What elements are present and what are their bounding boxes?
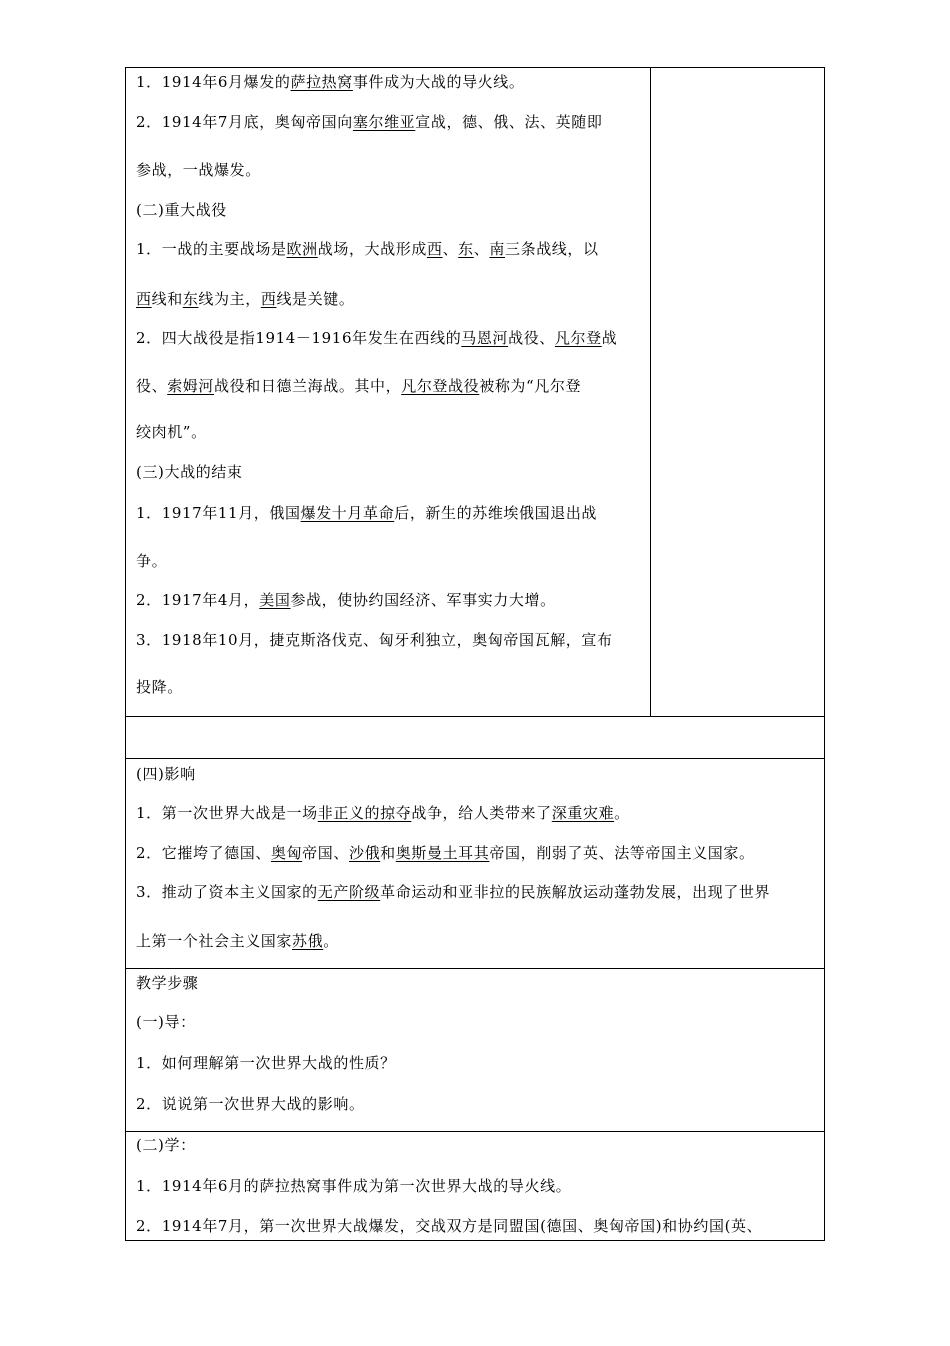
text-segment: 2．四大战役是指1914－1916年发生在西线的: [136, 329, 462, 347]
text-segment: 1．1917年11月，俄国: [136, 504, 301, 522]
text-segment: 2．1914年7月底，奥匈帝国向: [136, 113, 353, 131]
text-line: [136, 551, 167, 571]
text-segment: (四)影响: [136, 765, 196, 783]
text-segment: 事件成为大战的导火线。: [352, 73, 525, 91]
text-segment: 参战，一战爆发。: [136, 161, 261, 179]
text-line: [136, 1012, 196, 1032]
underlined-answer: 沙俄: [348, 844, 381, 862]
text-segment: 绞肉机”。: [136, 423, 207, 441]
underlined-answer: 凡尔登: [554, 329, 602, 347]
text-line: [136, 1094, 365, 1114]
text-line: [136, 1053, 396, 1073]
text-segment: 战争，给人类带来了: [411, 804, 552, 822]
text-segment: 被称为“凡尔登: [479, 377, 582, 395]
text-segment: 教学步骤: [136, 974, 199, 992]
text-segment: 战场，大战形成: [317, 240, 427, 258]
text-line: [136, 931, 339, 951]
text-line: [136, 1135, 196, 1155]
underlined-answer: 美国: [259, 591, 291, 609]
text-segment: 2．它摧垮了德国、: [136, 844, 271, 862]
text-line: [136, 973, 198, 993]
underlined-answer: 西: [260, 290, 277, 308]
learn-row-top-border: [126, 1131, 824, 1132]
text-segment: 1．1914年6月爆发的: [136, 73, 291, 91]
underlined-answer: 塞尔维亚: [352, 113, 416, 131]
underlined-answer: 索姆河: [167, 377, 215, 395]
text-line: [136, 803, 630, 823]
text-segment: 3．1918年10月，捷克斯洛伐克、匈牙利独立，奥匈帝国瓦解，宣布: [136, 631, 613, 649]
influence-row-top-border: [126, 758, 824, 759]
text-line: [136, 328, 617, 348]
text-segment: 争。: [136, 552, 168, 570]
text-segment: 线和: [151, 290, 183, 308]
text-segment: 革命运动和亚非拉的民族解放运动蓬勃发展，出现了世界: [380, 883, 771, 901]
underlined-answer: 欧洲: [286, 240, 318, 258]
text-segment: 线为主，: [198, 290, 261, 308]
underlined-answer: 爆发十月革命: [300, 504, 395, 522]
text-segment: (三)大战的结束: [136, 463, 243, 481]
text-segment: (二)学：: [136, 1136, 196, 1154]
text-segment: 战役和日德兰海战。其中，: [214, 377, 402, 395]
underlined-answer: 东: [182, 290, 199, 308]
text-segment: 1．第一次世界大战是一场: [136, 804, 318, 822]
text-segment: 2．1917年4月，: [136, 591, 260, 609]
text-line: [136, 376, 581, 396]
underlined-answer: 西: [426, 240, 443, 258]
table-top-border: [126, 67, 824, 68]
text-segment: 上第一个社会主义国家: [136, 932, 293, 950]
text-line: [136, 503, 597, 523]
text-line: [136, 590, 556, 610]
empty-row-top-border: [126, 716, 824, 717]
text-line: [136, 422, 207, 442]
text-segment: 、: [473, 240, 490, 258]
text-line: [136, 843, 755, 863]
text-segment: 1．1914年6月的萨拉热窝事件成为第一次世界大战的导火线。: [136, 1177, 572, 1195]
text-segment: 参战，使协约国经济、军事实力大增。: [290, 591, 556, 609]
text-segment: 、: [442, 240, 459, 258]
text-segment: 役、: [136, 377, 168, 395]
underlined-answer: 东: [458, 240, 474, 258]
text-segment: 帝国、: [302, 844, 349, 862]
text-segment: 后，新生的苏维埃俄国退出战: [394, 504, 598, 522]
text-line: [136, 160, 261, 180]
text-line: [136, 239, 599, 259]
underlined-answer: 苏俄: [292, 932, 324, 950]
lesson-table: [125, 67, 825, 1241]
steps-row-top-border: [126, 968, 824, 969]
text-line: [136, 677, 183, 697]
text-line: [136, 630, 613, 650]
underlined-answer: 非正义的掠夺: [317, 804, 412, 822]
text-segment: 宣战，德、俄、法、英随即: [415, 113, 603, 131]
text-line: [136, 289, 354, 309]
text-segment: 战: [601, 329, 618, 347]
underlined-answer: 凡尔登战役: [401, 377, 480, 395]
text-segment: 和: [380, 844, 396, 862]
underlined-answer: 奥匈: [270, 844, 303, 862]
text-segment: 三条战线，以: [505, 240, 599, 258]
text-segment: 。: [614, 804, 630, 822]
right-column-divider: [650, 67, 651, 716]
underlined-answer: 萨拉热窝: [290, 73, 353, 91]
text-line: [136, 462, 243, 482]
text-segment: (二)重大战役: [136, 201, 227, 219]
text-segment: (一)导：: [136, 1013, 196, 1031]
text-line: [136, 1216, 762, 1236]
text-line: [136, 112, 602, 132]
underlined-answer: 奥斯曼土耳其: [395, 844, 490, 862]
text-line: [136, 200, 227, 220]
underlined-answer: 无产阶级: [317, 883, 381, 901]
text-line: [136, 72, 524, 92]
text-segment: 2．说说第一次世界大战的影响。: [136, 1095, 365, 1113]
text-segment: 1．如何理解第一次世界大战的性质？: [136, 1054, 396, 1072]
text-line: [136, 882, 770, 902]
table-bottom-border: [126, 1240, 824, 1241]
underlined-answer: 南: [489, 240, 505, 258]
text-segment: 1．一战的主要战场是: [136, 240, 287, 258]
text-segment: 2．1914年7月，第一次世界大战爆发，交战双方是同盟国(德国、奥匈帝国)和协约国(英、: [136, 1217, 763, 1235]
text-segment: 投降。: [136, 678, 183, 696]
text-segment: 3．推动了资本主义国家的: [136, 883, 318, 901]
underlined-answer: 深重灾难: [551, 804, 615, 822]
text-segment: 。: [323, 932, 339, 950]
text-line: [136, 1176, 571, 1196]
text-line: [136, 764, 196, 784]
text-segment: 帝国，削弱了英、法等帝国主义国家。: [489, 844, 755, 862]
underlined-answer: 马恩河: [461, 329, 509, 347]
text-segment: 战役、: [508, 329, 555, 347]
text-segment: 线是关键。: [276, 290, 355, 308]
underlined-answer: 西: [136, 290, 152, 308]
